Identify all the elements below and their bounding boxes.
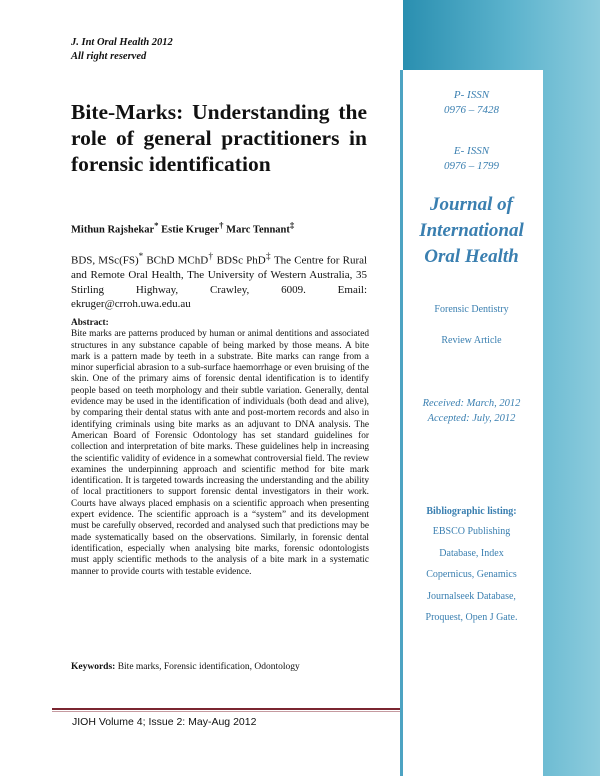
biblio-line: Database, Index (439, 547, 504, 559)
journal-citation (71, 36, 173, 64)
footer-rule-thin (52, 711, 404, 712)
biblio-line: EBSCO Publishing (432, 526, 511, 537)
e-issn-label: E- ISSN (453, 145, 490, 157)
author-mark: ‡ (289, 220, 295, 230)
keywords-text: Bite marks, Forensic identification, Odontology (117, 662, 300, 672)
journal-name-line: Journal of (430, 194, 513, 215)
journal-name-line: Oral Health (424, 246, 519, 267)
issn-block (400, 88, 543, 118)
author-mark: * (154, 220, 159, 230)
accepted-date: Accepted: July, 2012 (427, 413, 516, 424)
degree-mark: ‡ (265, 251, 272, 261)
degree: BDS, MSc(FS) (71, 254, 139, 267)
bibliographic-listing (400, 521, 543, 629)
affiliation-text: The Centre for Rural and Remote Oral Health, The University of Western Australia, 35 Stirling Highway, Crawley, 6009. Email: ekruger@crroh.uwa.edu.au (71, 254, 368, 311)
p-issn-value: 0976 – 7428 (444, 104, 499, 116)
author-name: Marc Tennant (226, 224, 290, 236)
biblio-line: Copernicus, Genamics (426, 569, 517, 580)
biblio-line: Journalseek Database, (427, 590, 516, 602)
rights-line: All right reserved (71, 51, 147, 62)
e-issn-value: 0976 – 1799 (444, 160, 499, 172)
keywords (71, 662, 300, 672)
author-name: Estie Kruger (161, 224, 220, 236)
bibliographic-title: Bibliographic listing: (426, 506, 517, 517)
article-type: Review Article (441, 335, 502, 346)
dates-block (400, 396, 543, 426)
journal-line: J. Int Oral Health 2012 (71, 37, 173, 48)
author-mark: † (219, 220, 224, 230)
journal-name (400, 192, 543, 270)
degree-mark: * (138, 251, 144, 261)
degree-mark: † (208, 251, 214, 261)
abstract-text: Bite marks are patterns produced by human or animal dentitions and associated structures in any substance capable of being marked by those means. A bite mark is a pattern made by teeth in a substrate. Bite marks can range from a minor superficial abrasion to a sub-surface haemorrhage or even bruising of the skin. One of the primary aims of forensic dental identification is to identify people based on teeth morphology and their subtle variation. Generally, dental evidence may be used in the identification of individuals (both dead and alive), by comparing their dental status with ante and post-mortem records and also in identifying criminals using bite marks as an adjuvant to DNA analysis. The American Board of Forensic Odontology has set standard guidelines for collection and interpretation of bite marks. These guidelines help in increasing the scientific validity of evidence in a somewhat controversial field. The review examines the underpinning approach and scientific method for bite mark identification. It is targeted towards increasing the understanding and the ability of local practitioners to support forensic dental investigators in their work. Courts have always placed emphasis on a scientific approach when presenting expert evidence. The scientific approach is a “system” and its development must be carefully observed, recorded and analysed such that predictions may be made systematically based on the observations. Similarly, in forensic dental identification, especially when analysing bite marks, forensic odontologists must apply scientific methods to the analysis of a bite mark in a systematic manner to provide courts with testable evidence. (71, 329, 369, 577)
footer-rule (52, 708, 404, 710)
e-issn-block (400, 144, 543, 174)
author-list (71, 220, 294, 236)
journal-name-line: International (419, 220, 524, 241)
affiliation (71, 249, 367, 312)
abstract (71, 318, 369, 578)
degree: BChD MChD (146, 254, 209, 267)
received-date: Received: March, 2012 (422, 398, 521, 409)
article-title: Bite-Marks: Understanding the role of general practitioners in forensic identification (71, 100, 367, 176)
author-name: Mithun Rajshekar (71, 224, 155, 236)
degree: BDSc PhD (216, 254, 266, 267)
abstract-label: Abstract: (71, 318, 109, 328)
keywords-label: Keywords: (71, 662, 116, 672)
page-footer: JIOH Volume 4; Issue 2: May-Aug 2012 (72, 716, 257, 728)
biblio-line: Proquest, Open J Gate. (425, 612, 518, 623)
article-category: Forensic Dentistry (434, 304, 509, 315)
p-issn-label: P- ISSN (453, 89, 490, 101)
